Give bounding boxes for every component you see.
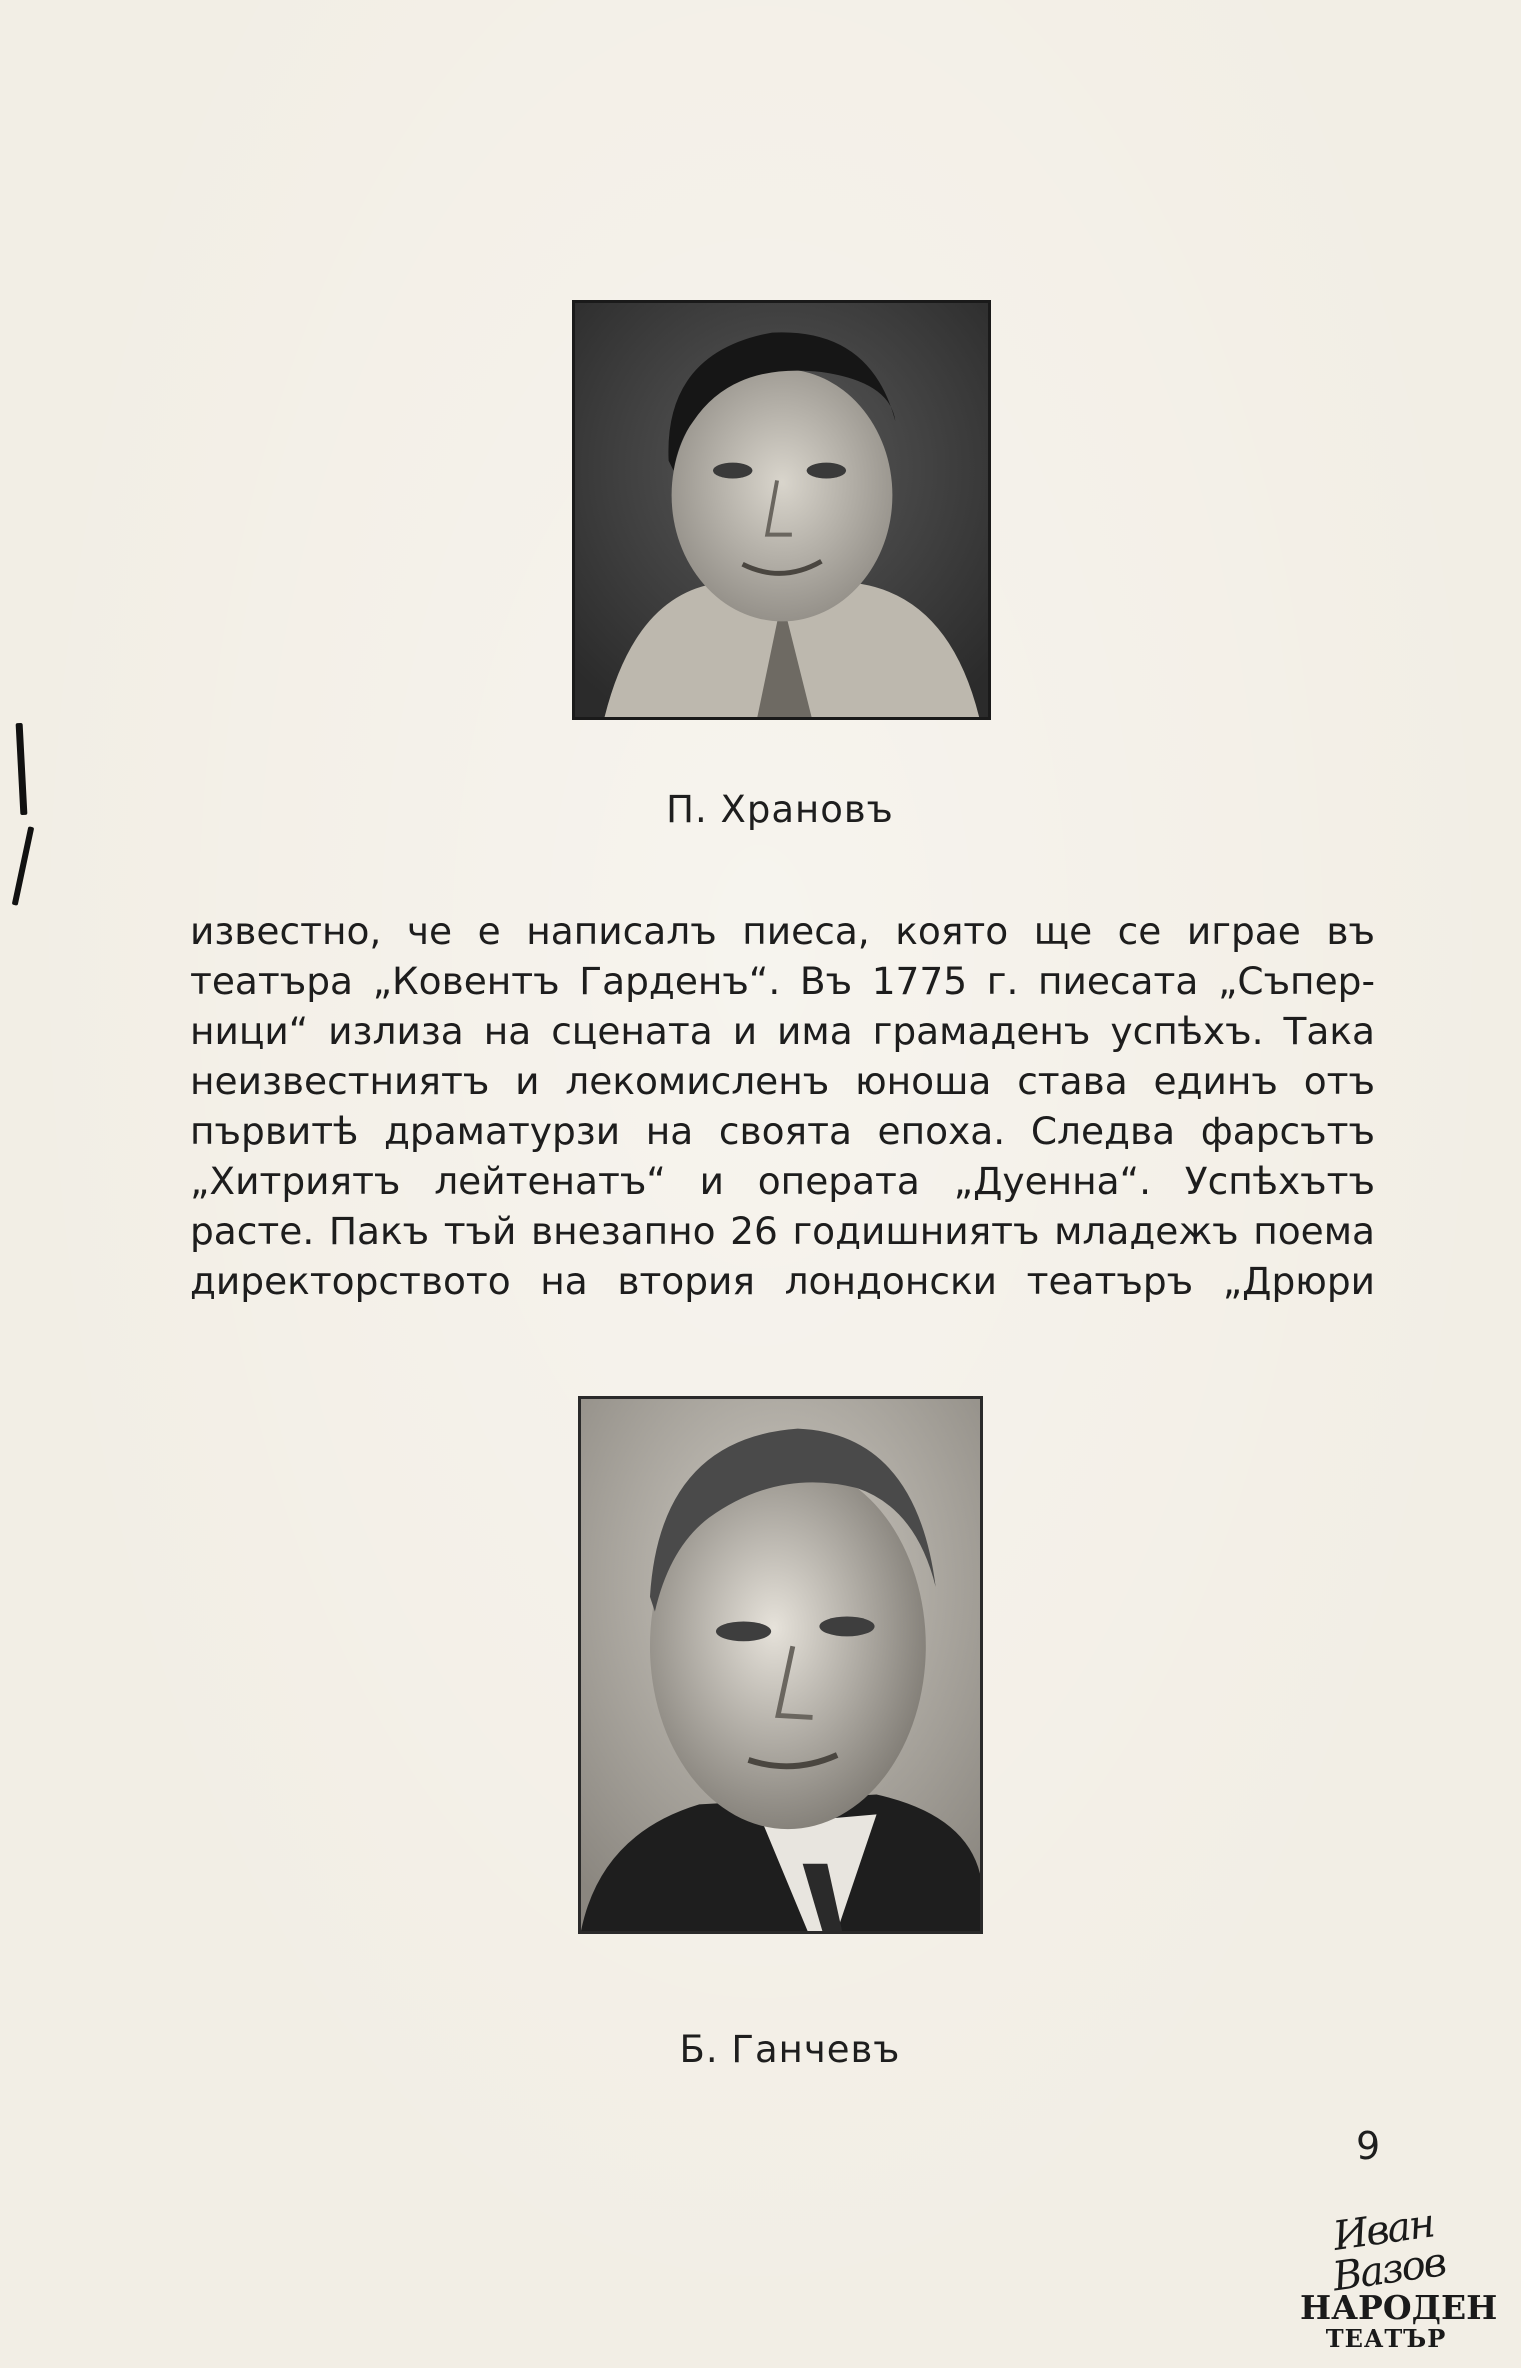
text-line: неизвестниятъ и лекомисленъ юноша става единъ отъ <box>190 1059 1375 1103</box>
portrait-ganchev-illustration <box>581 1399 980 1931</box>
text-line: театъра „Ковентъ Гарденъ“. Въ 1775 г. пиесата „Съпер- <box>190 959 1375 1003</box>
photo-caption-khranov: П. Храновъ <box>666 788 894 831</box>
logo-subtitle: ТЕАТЪР <box>1325 2324 1447 2353</box>
logo-signature: Иван Вазов <box>1329 2200 1448 2301</box>
text-line: директорството на втория лондонски театъръ „Дрюри <box>190 1259 1375 1303</box>
text-line: първитѣ драматурзи на своята епоха. Следва фарсътъ <box>190 1109 1375 1153</box>
left-edge-mark-bottom <box>12 826 35 905</box>
text-line: ници“ излиза на сцената и има грамаденъ успѣхъ. Така <box>190 1009 1375 1053</box>
portrait-photo-khranov <box>572 300 991 720</box>
logo-title: НАРОДЕН <box>1300 2288 1498 2327</box>
body-paragraph <box>190 906 1375 1306</box>
photo-caption-ganchev: Б. Ганчевъ <box>679 2028 901 2071</box>
national-theatre-logo <box>1300 2200 1498 2353</box>
text-line: „Хитриятъ лейтенатъ“ и операта „Дуенна“. Успѣхътъ <box>190 1159 1375 1203</box>
text-line: расте. Пакъ тъй внезапно 26 годишниятъ младежъ поема <box>190 1209 1375 1253</box>
portrait-photo-ganchev <box>578 1396 983 1934</box>
portrait-khranov-illustration <box>575 303 988 717</box>
text-line: известно, че е написалъ пиеса, която ще се играе въ <box>190 909 1375 953</box>
page-number: 9 <box>1356 2124 1381 2168</box>
left-edge-mark-top <box>16 723 28 815</box>
